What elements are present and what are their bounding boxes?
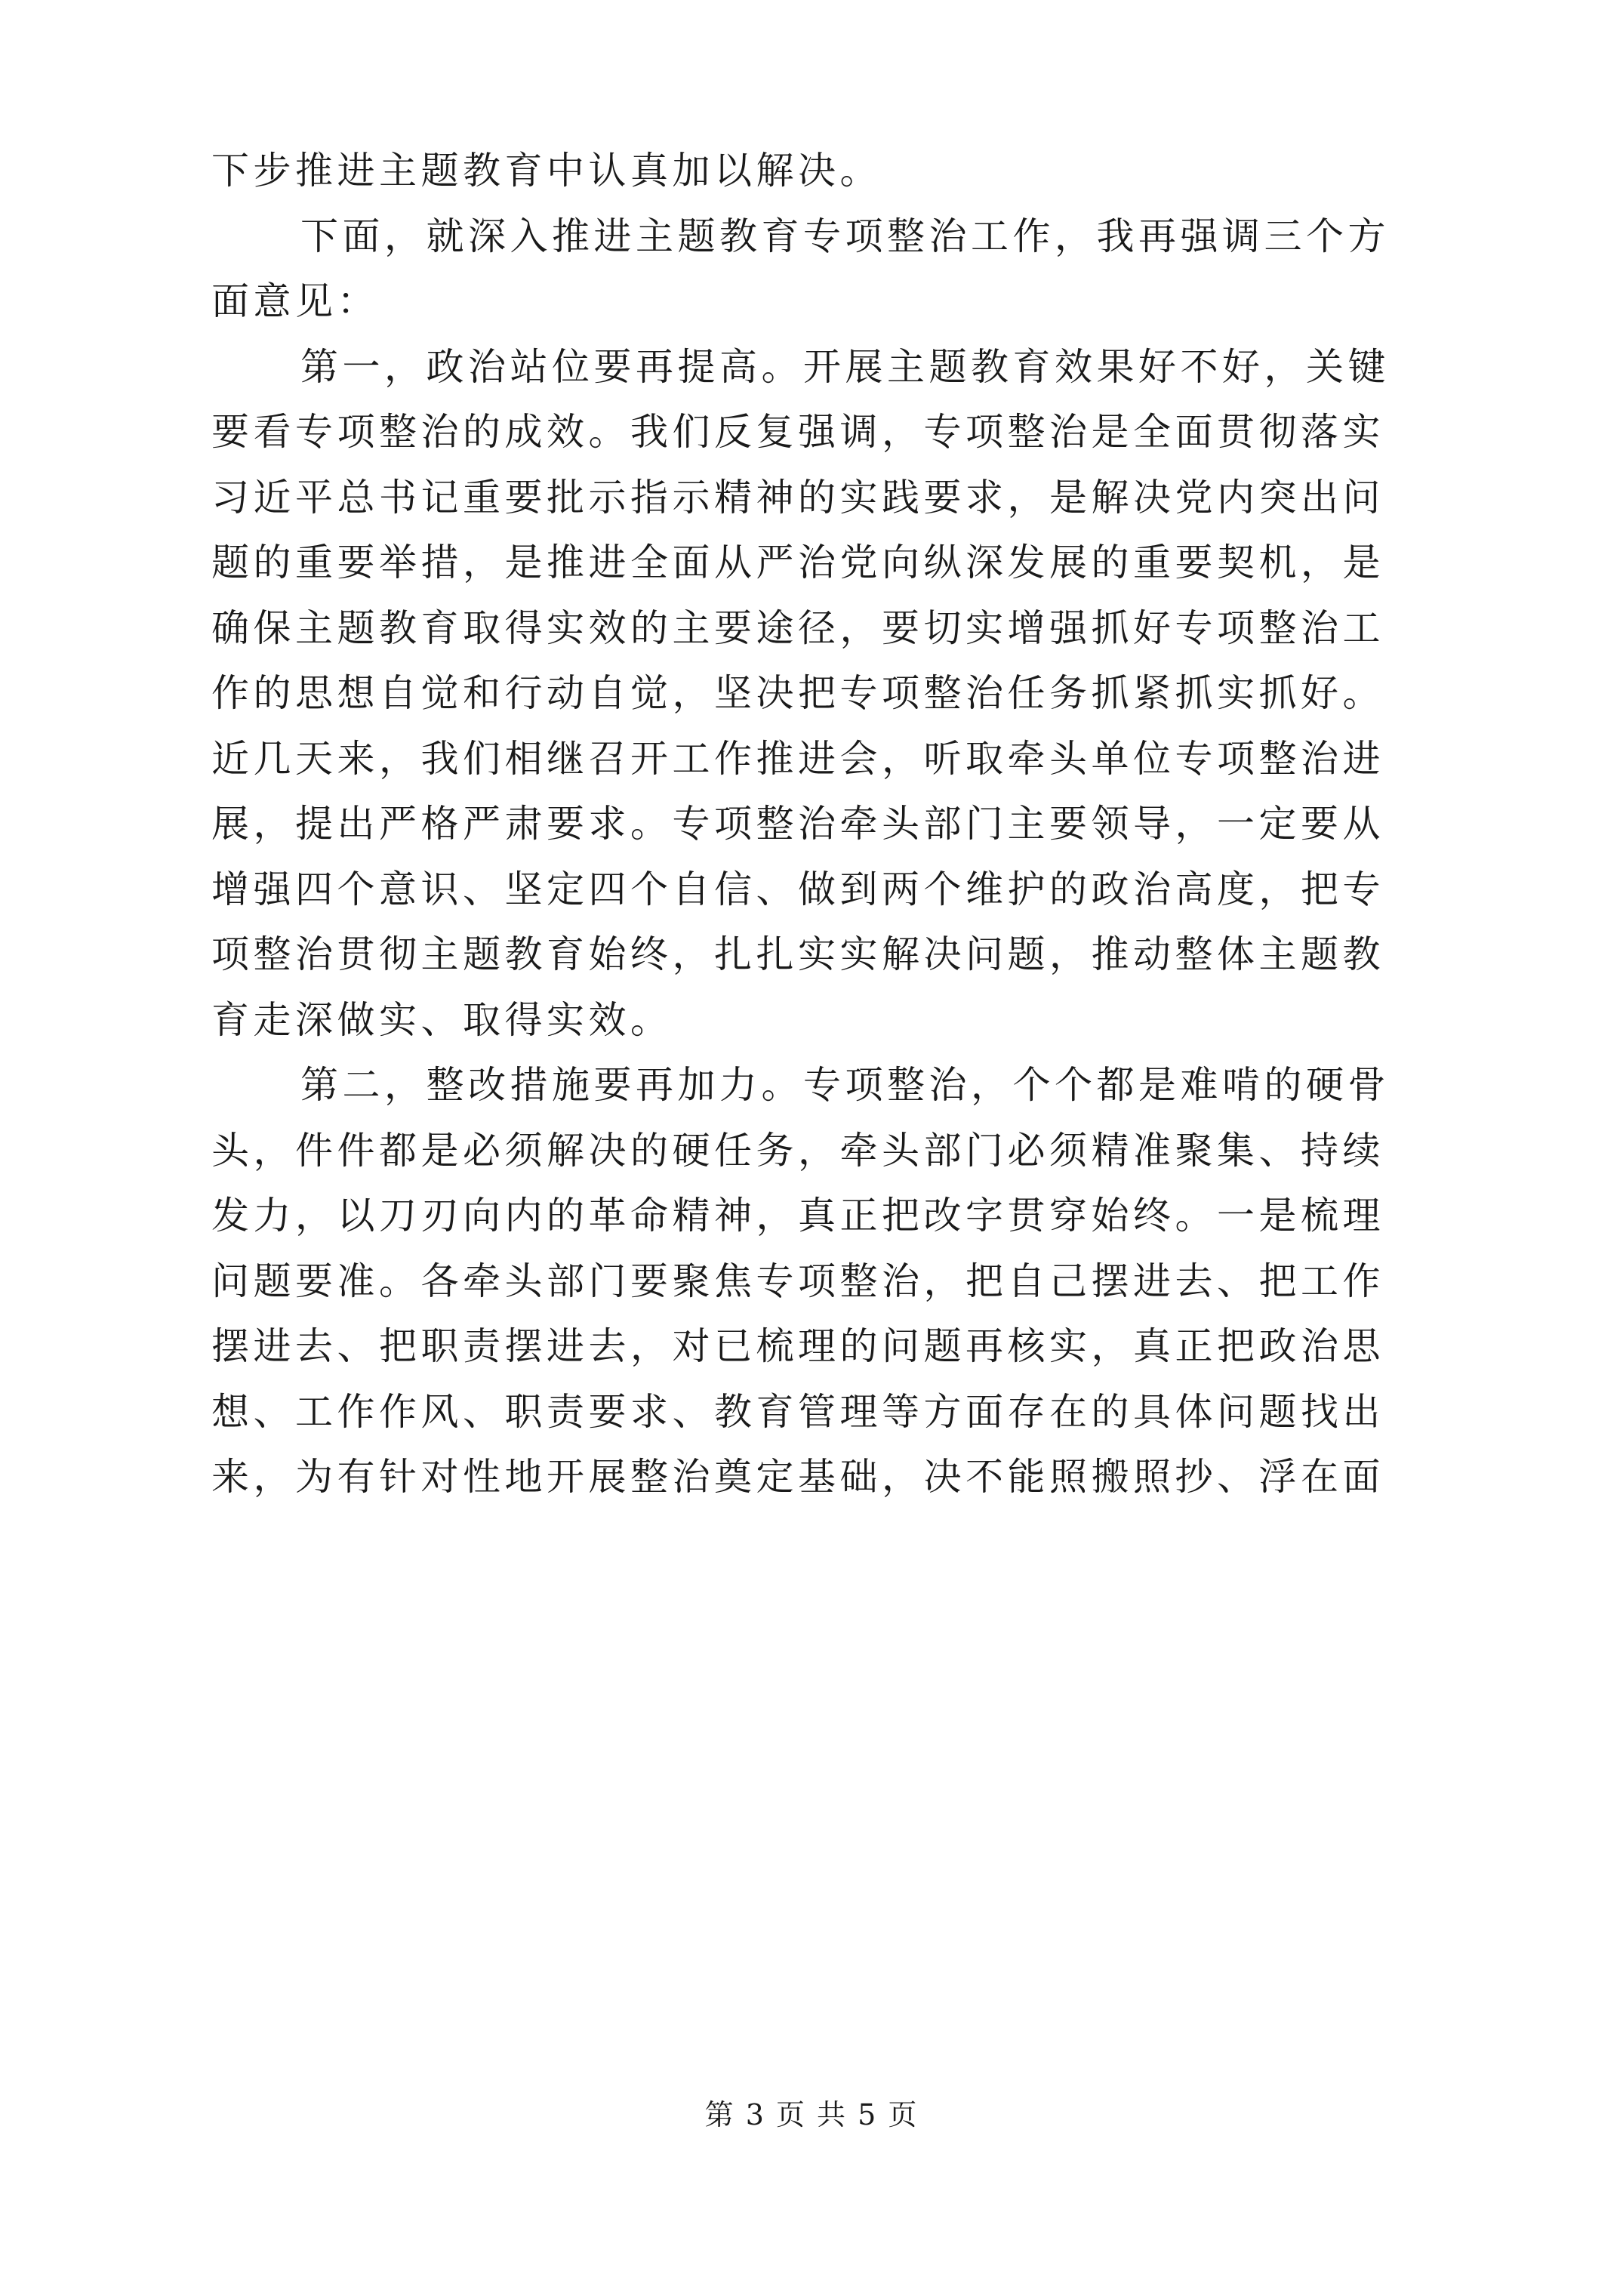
text-line: 增强四个意识、坚定四个自信、做到两个维护的政治高度，把专 xyxy=(211,868,1384,911)
text-line: 头，件件都是必须解决的硬任务，牵头部门必须精准聚集、持续 xyxy=(211,1129,1384,1173)
text-line: 问题要准。各牵头部门要聚焦专项整治，把自己摆进去、把工作 xyxy=(211,1259,1384,1303)
text-line: 下步推进主题教育中认真加以解决。 xyxy=(211,149,882,193)
text-line: 确保主题教育取得实效的主要途径，要切实增强抓好专项整治工 xyxy=(211,606,1384,650)
text-line: 近几天来，我们相继召开工作推进会，听取牵头单位专项整治进 xyxy=(211,737,1384,781)
text-line: 面意见： xyxy=(211,279,379,323)
text-line: 发力，以刀刃向内的革命精神，真正把改字贯穿始终。一是梳理 xyxy=(211,1194,1384,1237)
text-line: 要看专项整治的成效。我们反复强调，专项整治是全面贯彻落实 xyxy=(211,410,1384,454)
paragraph-first-line: 第一，政治站位要再提高。开展主题教育效果好不好，关键 xyxy=(300,345,1390,389)
text-line: 习近平总书记重要批示指示精神的实践要求，是解决党内突出问 xyxy=(211,476,1384,519)
text-line: 想、工作作风、职责要求、教育管理等方面存在的具体问题找出 xyxy=(211,1390,1384,1434)
text-line: 题的重要举措，是推进全面从严治党向纵深发展的重要契机，是 xyxy=(211,541,1384,584)
text-line: 摆进去、把职责摆进去，对已梳理的问题再核实，真正把政治思 xyxy=(211,1324,1384,1368)
text-line: 项整治贯彻主题教育始终，扎扎实实解决问题，推动整体主题教 xyxy=(211,932,1384,976)
paragraph-first-line: 第二，整改措施要再加力。专项整治，个个都是难啃的硬骨 xyxy=(300,1063,1390,1107)
text-line: 育走深做实、取得实效。 xyxy=(211,998,673,1042)
paragraph-first-line: 下面，就深入推进主题教育专项整治工作，我再强调三个方 xyxy=(300,214,1390,258)
text-line: 来，为有针对性地开展整治奠定基础，决不能照搬照抄、浮在面 xyxy=(211,1455,1384,1499)
page-number-footer: 第 3 页 共 5 页 xyxy=(704,2098,919,2131)
text-line: 展，提出严格严肃要求。专项整治牵头部门主要领导，一定要从 xyxy=(211,802,1384,846)
text-line: 作的思想自觉和行动自觉，坚决把专项整治任务抓紧抓实抓好。 xyxy=(211,671,1384,715)
